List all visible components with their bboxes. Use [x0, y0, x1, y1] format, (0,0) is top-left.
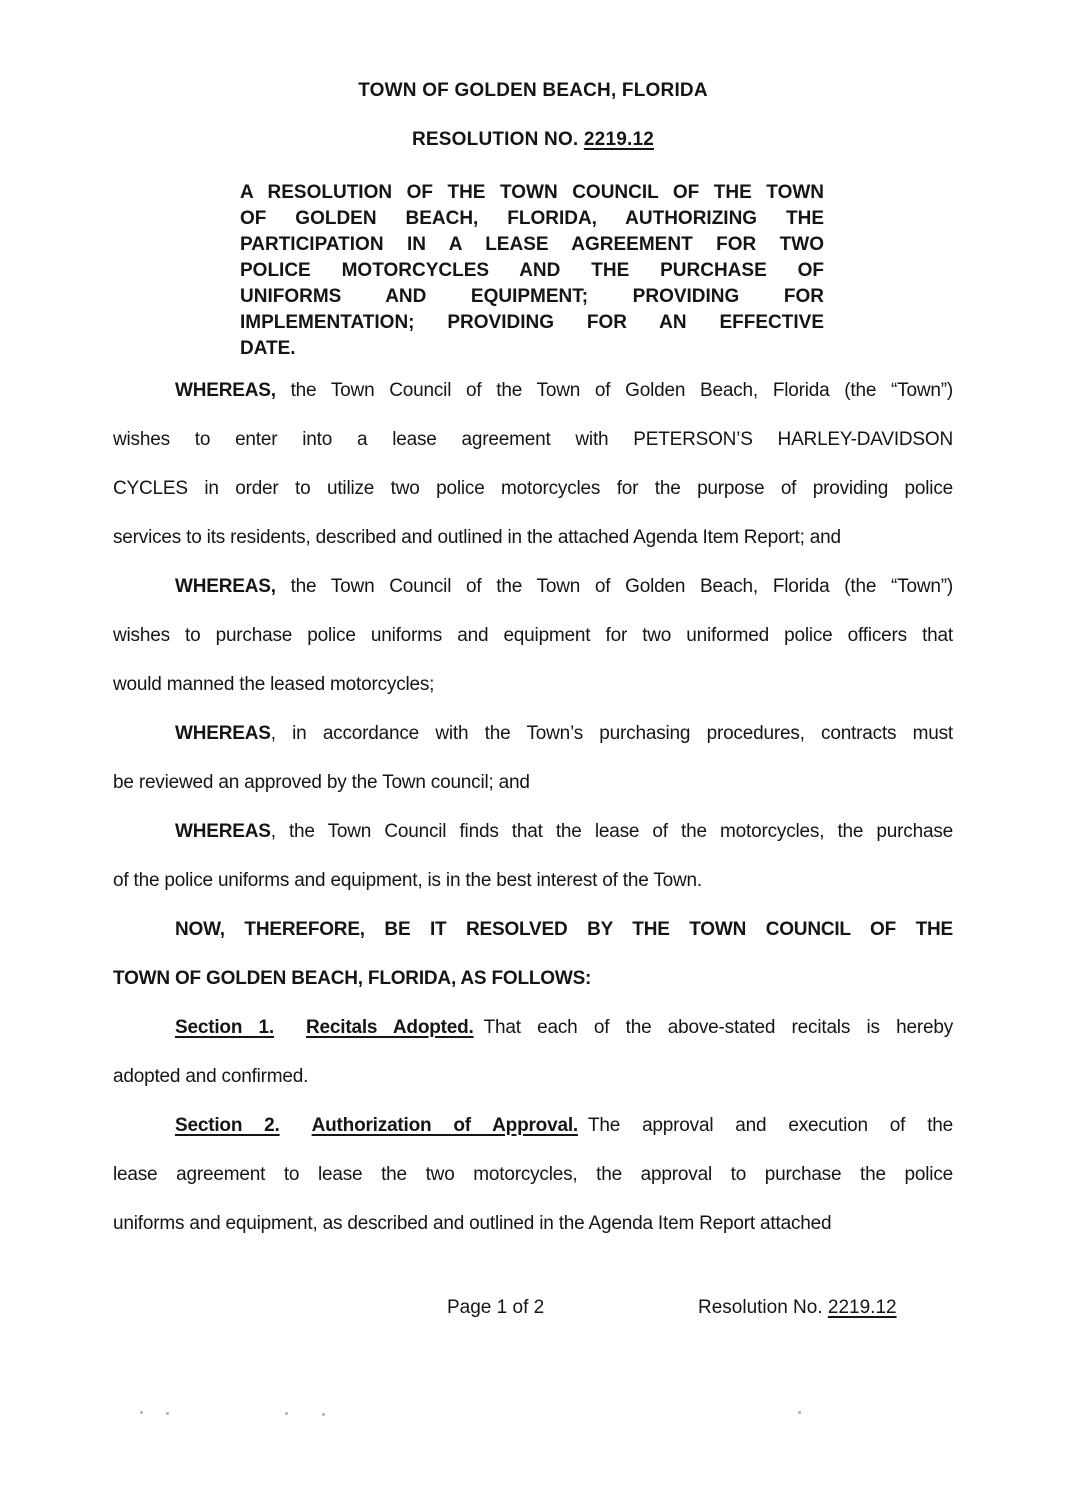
- body-text: , the Town Council finds that the lease of the motorcycles, the purchase: [270, 821, 953, 842]
- scan-speck: [285, 1412, 288, 1415]
- whereas-lead: WHEREAS: [175, 821, 271, 842]
- body-text: the Town Council of the Town of Golden Beach, Florida (the “Town”): [275, 576, 953, 597]
- caption-line: DATE.: [240, 338, 296, 359]
- body-line: uniforms and equipment, as described and outlined in the Agenda Item Report attached: [113, 1213, 832, 1234]
- paragraph-whereas-2: [113, 562, 953, 709]
- caption-line: IMPLEMENTATION; PROVIDING FOR AN EFFECTIVE: [240, 312, 824, 333]
- paragraph-section-1: [113, 1003, 953, 1101]
- body-text: , in accordance with the Town’s purchasing procedures, contracts must: [270, 723, 953, 744]
- caption-line: UNIFORMS AND EQUIPMENT; PROVIDING FOR: [240, 286, 824, 307]
- body-text: the Town Council of the Town of Golden Beach, Florida (the “Town”): [275, 380, 953, 401]
- body-line: [113, 1101, 953, 1150]
- footer-resolution-number: [698, 1296, 897, 1320]
- document-body: [113, 366, 953, 1248]
- body-line: [113, 807, 953, 856]
- paragraph-whereas-1: [113, 366, 953, 562]
- resolution-number-line: [113, 128, 953, 152]
- body-line: adopted and confirmed.: [113, 1066, 309, 1087]
- caption-line: POLICE MOTORCYCLES AND THE PURCHASE OF: [240, 260, 824, 281]
- body-line: [113, 1003, 953, 1052]
- paragraph-resolved: [113, 905, 953, 1003]
- body-line: wishes to enter into a lease agreement with PETERSON’S HARLEY-DAVIDSON: [113, 429, 953, 450]
- whereas-lead: WHEREAS,: [175, 576, 276, 597]
- caption-line: OF GOLDEN BEACH, FLORIDA, AUTHORIZING THE: [240, 208, 824, 229]
- paragraph-whereas-4: [113, 807, 953, 905]
- footer-resolution-value: 2219.12: [827, 1297, 897, 1318]
- caption-line: PARTICIPATION IN A LEASE AGREEMENT FOR TWO: [240, 234, 824, 255]
- scan-speck: [798, 1411, 801, 1414]
- body-line: CYCLES in order to utilize two police motorcycles for the purpose of providing police: [113, 478, 953, 499]
- body-line: [113, 709, 953, 758]
- scan-speck: [166, 1412, 169, 1415]
- section-number: Section 1.: [175, 1017, 274, 1038]
- body-line: NOW, THEREFORE, BE IT RESOLVED BY THE TOWN COUNCIL OF THE: [175, 919, 953, 940]
- whereas-lead: WHEREAS: [175, 723, 271, 744]
- body-line: lease agreement to lease the two motorcycles, the approval to purchase the police: [113, 1164, 953, 1185]
- scan-speck: [322, 1413, 325, 1416]
- body-line: [113, 562, 953, 611]
- paragraph-section-2: [113, 1101, 953, 1248]
- footer-page-number: Page 1 of 2: [447, 1297, 545, 1318]
- resolution-number: 2219.12: [583, 129, 654, 150]
- caption-line: A RESOLUTION OF THE TOWN COUNCIL OF THE TOWN: [240, 182, 824, 203]
- section-heading: Authorization of Approval.: [311, 1115, 578, 1136]
- body-line: wishes to purchase police uniforms and equipment for two uniformed police officers that: [113, 625, 953, 646]
- resolution-label: RESOLUTION NO.: [412, 129, 584, 150]
- paragraph-whereas-3: [113, 709, 953, 807]
- body-line: would manned the leased motorcycles;: [113, 674, 435, 695]
- scan-speck: [140, 1411, 143, 1414]
- body-line: services to its residents, described and outlined in the attached Agenda Item Report; and: [113, 527, 841, 548]
- caption-block: [240, 180, 824, 362]
- body-text: The approval and execution of the: [587, 1115, 954, 1136]
- footer-resolution-label: Resolution No.: [698, 1297, 828, 1318]
- section-heading: Recitals Adopted.: [306, 1017, 474, 1038]
- body-text: That each of the above-stated recitals is hereby: [483, 1017, 953, 1038]
- whereas-lead: WHEREAS,: [175, 380, 276, 401]
- section-number: Section 2.: [175, 1115, 280, 1136]
- doc-title: TOWN OF GOLDEN BEACH, FLORIDA: [358, 80, 708, 101]
- body-line: [113, 366, 953, 415]
- body-line: of the police uniforms and equipment, is in the best interest of the Town.: [113, 870, 702, 891]
- body-line: TOWN OF GOLDEN BEACH, FLORIDA, AS FOLLOWS:: [113, 968, 592, 989]
- body-line: be reviewed an approved by the Town council; and: [113, 772, 530, 793]
